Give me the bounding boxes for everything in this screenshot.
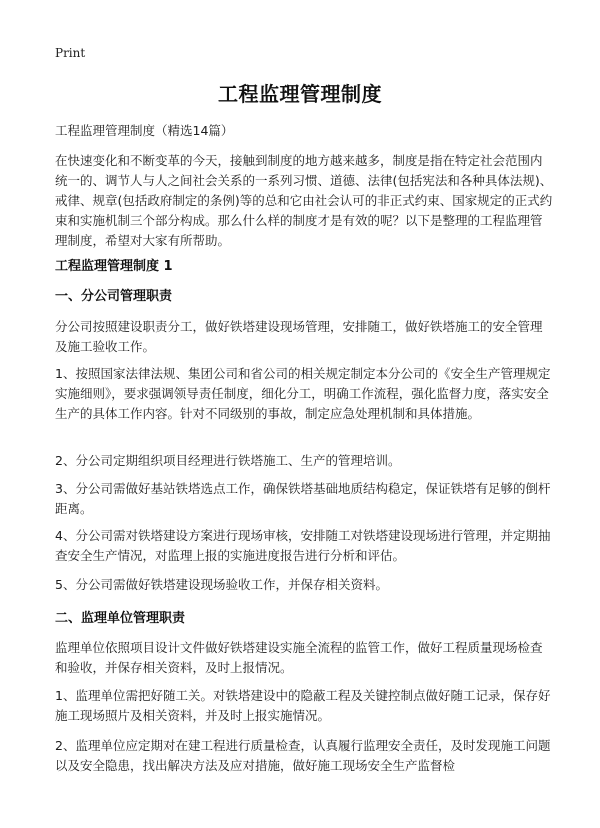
part1-paragraph: 2、分公司定期组织项目经理进行铁塔施工、生产的管理培训。 (55, 453, 401, 468)
part2-paragraph: 监理单位依照项目设计文件做好铁塔建设实施全流程的监管工作，做好工程质量现场检查和验收，并保存相关资料，及时上报情况。 (55, 640, 543, 675)
intro-paragraph: 在快速变化和不断变革的今天，接触到制度的地方越来越多，制度是指在特定社会范围内统一的、调节人与人之间社会关系的一系列习惯、道德、法律(包括宪法和各种具体法规)、戒律、规章(包括政府制定的条例)等的总和它由社会认可的非正式约束、国家规定的正式约束和实施机制三个部分构成。那么什么样的制度才是有效的呢？以下是整理的工程监理管理制度，希望对大家有所帮助。 (55, 153, 553, 248)
part1-paragraph: 5、分公司需做好铁塔建设现场验收工作，并保存相关资料。 (55, 577, 388, 592)
part1-heading: 一、分公司管理职责 (55, 289, 173, 304)
part2-heading: 二、监理单位管理职责 (55, 611, 186, 626)
page-title: 工程监理管理制度 (218, 82, 382, 106)
document-subtitle: 工程监理管理制度（精选14篇） (55, 123, 234, 138)
print-label[interactable]: Print (55, 46, 86, 60)
part1-paragraph: 4、分公司需对铁塔建设方案进行现场审核，安排随工对铁塔建设现场进行管理，并定期抽查安全生产情况，对监理上报的实施进度报告进行分析和评估。 (55, 528, 551, 563)
part2-paragraph: 2、监理单位应定期对在建工程进行质量检查，认真履行监理安全责任，及时发现施工问题以及安全隐患，找出解决方法及应对措施，做好施工现场安全生产监督检 (55, 738, 551, 773)
section-heading: 工程监理管理制度 1 (55, 259, 173, 274)
part1-paragraph: 分公司按照建设职责分工，做好铁塔建设现场管理，安排随工，做好铁塔施工的安全管理及施工验收工作。 (55, 319, 543, 354)
part1-paragraph: 3、分公司需做好基站铁塔选点工作，确保铁塔基础地质结构稳定，保证铁塔有足够的倒杆距离。 (55, 481, 551, 516)
part1-paragraph: 1、按照国家法律法规、集团公司和省公司的相关规定制定本分公司的《安全生产管理规定实施细则》，要求强调领导责任制度，细化分工，明确工作流程，强化监督力度，落实安全生产的具体工作内容。针对不同级别的事故，制定应急处理机制和具体措施。 (55, 366, 551, 421)
part2-paragraph: 1、监理单位需把好随工关。对铁塔建设中的隐蔽工程及关键控制点做好随工记录，保存好施工现场照片及相关资料，并及时上报实施情况。 (55, 688, 551, 723)
